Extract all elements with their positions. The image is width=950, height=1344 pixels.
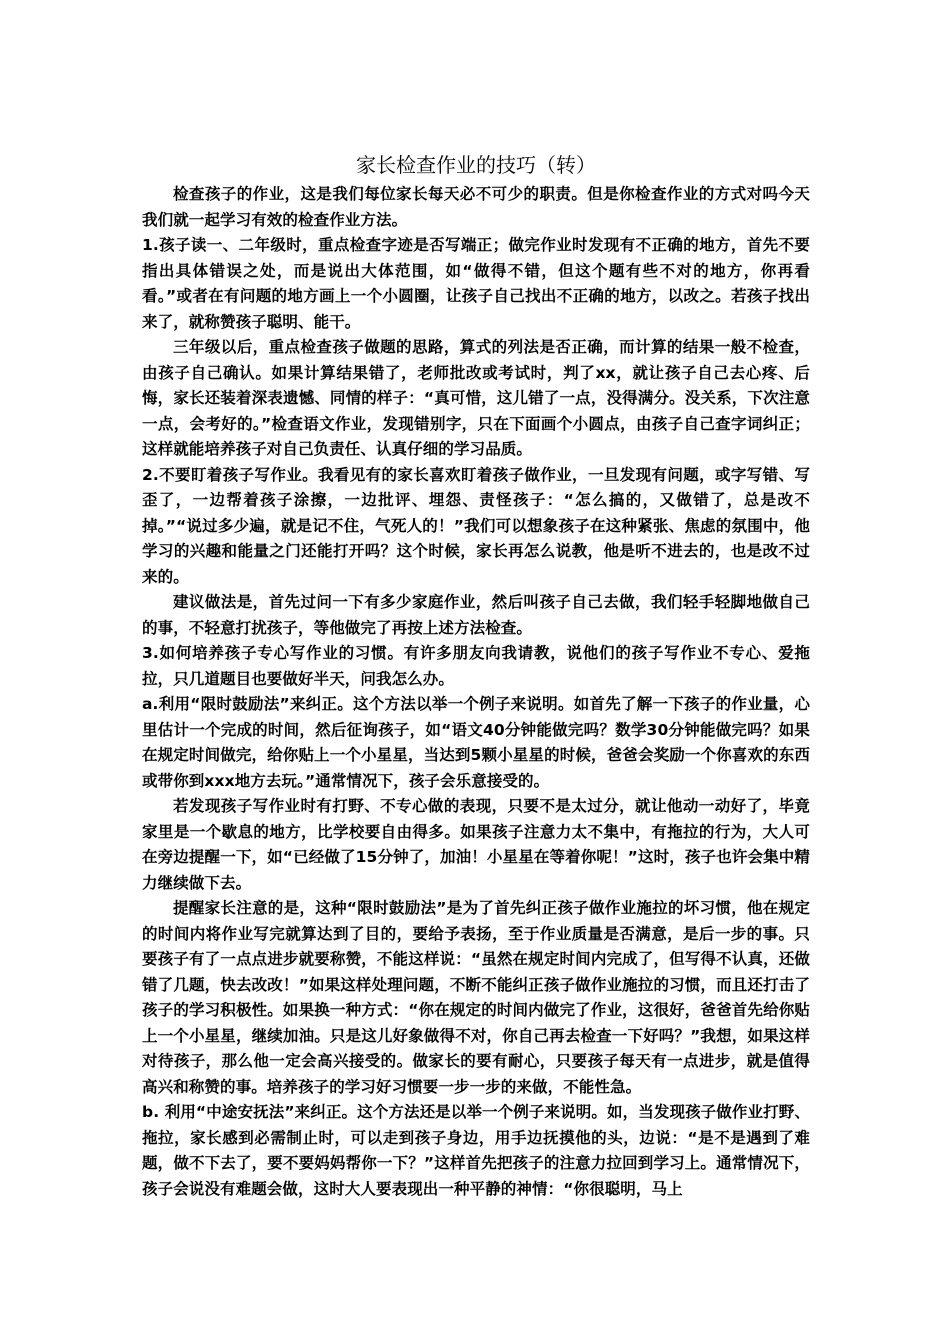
paragraph-method-b: b. 利用“中途安抚法”来纠正。这个方法还是以举一个例子来说明。如，当发现孩子做作业打野、拖拉，家长感到必需制止时，可以走到孩子身边，用手边抚摸他的头，边说：“是不是遇到了难题，做不下去了，要不要妈妈帮你一下？”这样首先把孩子的注意力拉回到学习上。通常情况下，孩子会说没有难题会做，这时大人要表现出一种平静的神情：“你很聪明，马上 bbox=[142, 1103, 810, 1198]
document-page bbox=[142, 150, 810, 1202]
paragraph-reminder: 提醒家长注意的是，这种“限时鼓励法”是为了首先纠正孩子做作业施拉的坏习惯，他在规定的时间内将作业写完就算达到了目的，要给予表扬，至于作业质量是否满意，是后一步的事。只要孩子有了一点点进步就要称赞，不能这样说：“虽然在规定时间内完成了，但写得不认真，还做错了几题，快去改改！”如果这样处理问题，不断不能纠正孩子做作业施拉的习惯，而且还打击了孩子的学习积极性。如果换一种方式：“你在规定的时间内做完了作业，这很好，爸爸首先给你贴上一个小星星，继续加油。只是这儿好象做得不对，你自己再去检查一下好吗？”我想，如果这样对待孩子，那么他一定会高兴接受的。做家长的要有耐心，只要孩子每天有一点进步，就是值得高兴和称赞的事。培养孩子的学习好习惯要一步一步的来做，不能性急。 bbox=[142, 899, 810, 1096]
paragraph-point-1: 1.孩子读一、二年级时，重点检查字迹是否写端正；做完作业时发现有不正确的地方，首先不要指出具体错误之处，而是说出大体范围，如“做得不错，但这个题有些不对的地方，你再看看。”或者在有问题的地方画上一个小圆圈，让孩子自己找出不正确的地方，以改之。若孩子找出来了，就称赞孩子聪明、能干。 bbox=[142, 236, 810, 331]
document-title: 家长检查作业的技巧（转） bbox=[356, 153, 596, 177]
paragraph-intro: 检查孩子的作业，这是我们每位家长每天必不可少的职责。但是你检查作业的方式对吗今天我们就一起学习有效的检查作业方法。 bbox=[142, 185, 810, 229]
paragraph-point-2: 2.不要盯着孩子写作业。我看见有的家长喜欢盯着孩子做作业，一旦发现有问题，或字写错、写歪了，一边帮着孩子涂擦，一边批评、埋怨、责怪孩子：“怎么搞的，又做错了，总是改不掉。”“说过多少遍，就是记不住，气死人的！”我们可以想象孩子在这种紧张、焦虑的氛围中，他学习的兴趣和能量之门还能打开吗？这个时候，家长再怎么说教，他是听不进去的，也是改不过来的。 bbox=[142, 465, 810, 586]
paragraph-grade-three: 三年级以后，重点检查孩子做题的思路，算式的列法是否正确，而计算的结果一般不检查，由孩子自己确认。如果计算结果错了，老师批改或考试时，判了xx，就让孩子自己去心疼、后悔，家长还装着深表遗憾、同情的样子：“真可惜，这儿错了一点，没得满分。没关系，下次注意一点，会考好的。”检查语文作业，发现错别字，只在下面画个小圆点，由孩子自己查字词纠正；这样就能培养孩子对自己负责任、认真仔细的学习品质。 bbox=[142, 338, 810, 458]
paragraph-suggestion: 建议做法是，首先过问一下有多少家庭作业，然后叫孩子自己去做，我们轻手轻脚地做自己的事，不轻意打扰孩子，等他做完了再按上述方法检查。 bbox=[142, 593, 810, 637]
paragraph-point-3: 3.如何培养孩子专心写作业的习惯。有许多朋友向我请教，说他们的孩子写作业不专心、爱拖拉，只几道题目也要做好半天，问我怎么办。 bbox=[142, 644, 810, 688]
paragraph-method-a: a.利用“限时鼓励法”来纠正。这个方法以举一个例子来说明。如首先了解一下孩子的作业量，心里估计一个完成的时间，然后征询孩子，如“语文40分钟能做完吗？数学30分钟能做完吗？如果在规定时间做完，给你贴上一个小星星，当达到5颗小星星的时候，爸爸会奖励一个你喜欢的东西或带你到xxx地方去玩。”通常情况下，孩子会乐意接受的。 bbox=[142, 695, 810, 790]
paragraph-distraction: 若发现孩子写作业时有打野、不专心做的表现，只要不是太过分，就让他动一动好了，毕竟家里是一个歇息的地方，比学校要自由得多。如果孩子注意力太不集中，有拖拉的行为，大人可在旁边提醒一下，如“已经做了15分钟了，加油！小星星在等着你呢！”这时，孩子也许会集中精力继续做下去。 bbox=[142, 797, 810, 892]
